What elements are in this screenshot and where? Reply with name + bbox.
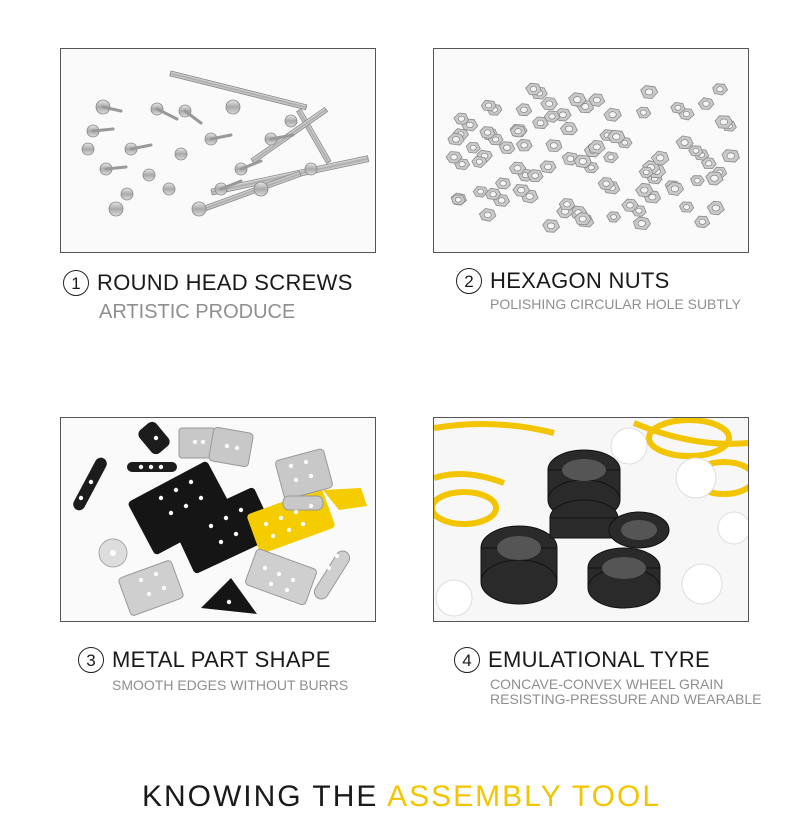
item-subtitle: ARTISTIC PRODUCE [99, 301, 296, 323]
number-badge: 3 [78, 647, 104, 673]
number-badge: 2 [456, 268, 482, 294]
item-subtitle: POLISHING CIRCULAR HOLE SUBTLY [490, 296, 742, 312]
number-badge: 4 [454, 647, 480, 673]
number-badge: 1 [63, 270, 89, 296]
caption-4 [454, 647, 762, 707]
item-subtitle: SMOOTH EDGES WITHOUT BURRS [112, 677, 349, 693]
section-heading [0, 780, 803, 814]
heading-part-2: ASSEMBLY TOOL [387, 780, 662, 813]
item-title: EMULATIONAL TYRE [488, 647, 710, 672]
nuts-photo [433, 48, 749, 253]
caption-2 [456, 268, 741, 312]
caption-1 [63, 270, 353, 324]
tyres-photo [433, 417, 749, 622]
item-subtitle: CONCAVE-CONVEX WHEEL GRAIN [490, 676, 724, 692]
item-subtitle: RESISTING-PRESSURE AND WEARABLE [490, 691, 762, 707]
metal-plates-photo [60, 417, 376, 622]
item-title: ROUND HEAD SCREWS [97, 270, 353, 295]
heading-part-1: KNOWING THE [141, 780, 388, 813]
screws-photo [60, 48, 376, 253]
item-title: METAL PART SHAPE [112, 647, 331, 672]
caption-3 [78, 647, 348, 693]
item-title: HEXAGON NUTS [490, 268, 670, 293]
